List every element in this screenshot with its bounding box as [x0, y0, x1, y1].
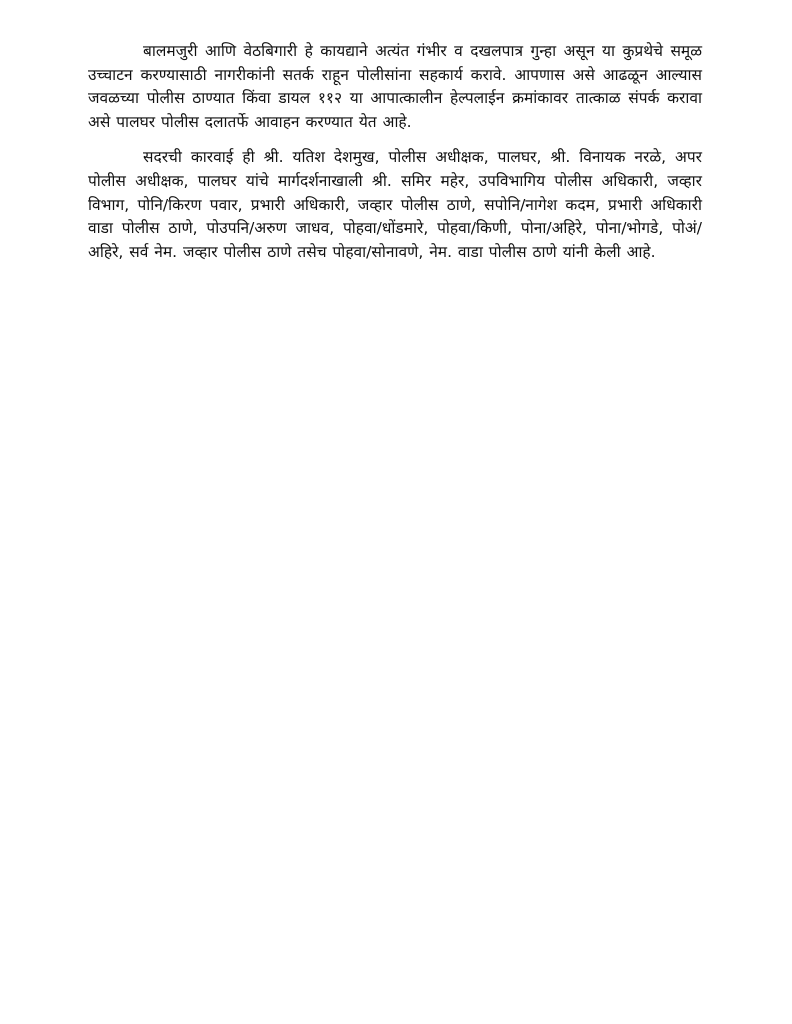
paragraph-action-credits: सदरची कारवाई ही श्री. यतिश देशमुख, पोलीस अधीक्षक, पालघर, श्री. विनायक नरळे, अपर पोलीस अधीक्षक, पालघर यांचे मार्गदर्शनाखाली श्री. समिर महेर, उपविभागिय पोलीस अधिकारी, जव्हार विभाग, पोनि/किरण पवार, प्रभारी अधिकारी, जव्हार पोलीस ठाणे, सपोनि/नागेश कदम, प्रभारी अधिकारी वाडा पोलीस ठाणे, पोउपनि/अरुण जाधव, पोहवा/धोंडमारे, पोहवा/किणी, पोना/अहिरे, पोना/भोगडे, पोअं/अहिरे, सर्व नेम. जव्हार पोलीस ठाणे तसेच पोहवा/सोनावणे, नेम. वाडा पोलीस ठाणे यांनी केली आहे.: [88, 148, 702, 261]
document-body: [88, 40, 702, 264]
paragraph-appeal: बालमजुरी आणि वेठबिगारी हे कायद्याने अत्यंत गंभीर व दखलपात्र गुन्हा असून या कुप्रथेचे समूळ उच्चाटन करण्यासाठी नागरीकांनी सतर्क राहून पोलीसांना सहकार्य करावे. आपणास असे आढळून आल्यास जवळच्या पोलीस ठाण्यात किंवा डायल ११२ या आपात्कालीन हेल्पलाईन क्रमांकावर तात्काळ संपर्क करावा असे पालघर पोलीस दलातर्फे आवाहन करण्यात येत आहे.: [88, 42, 702, 131]
